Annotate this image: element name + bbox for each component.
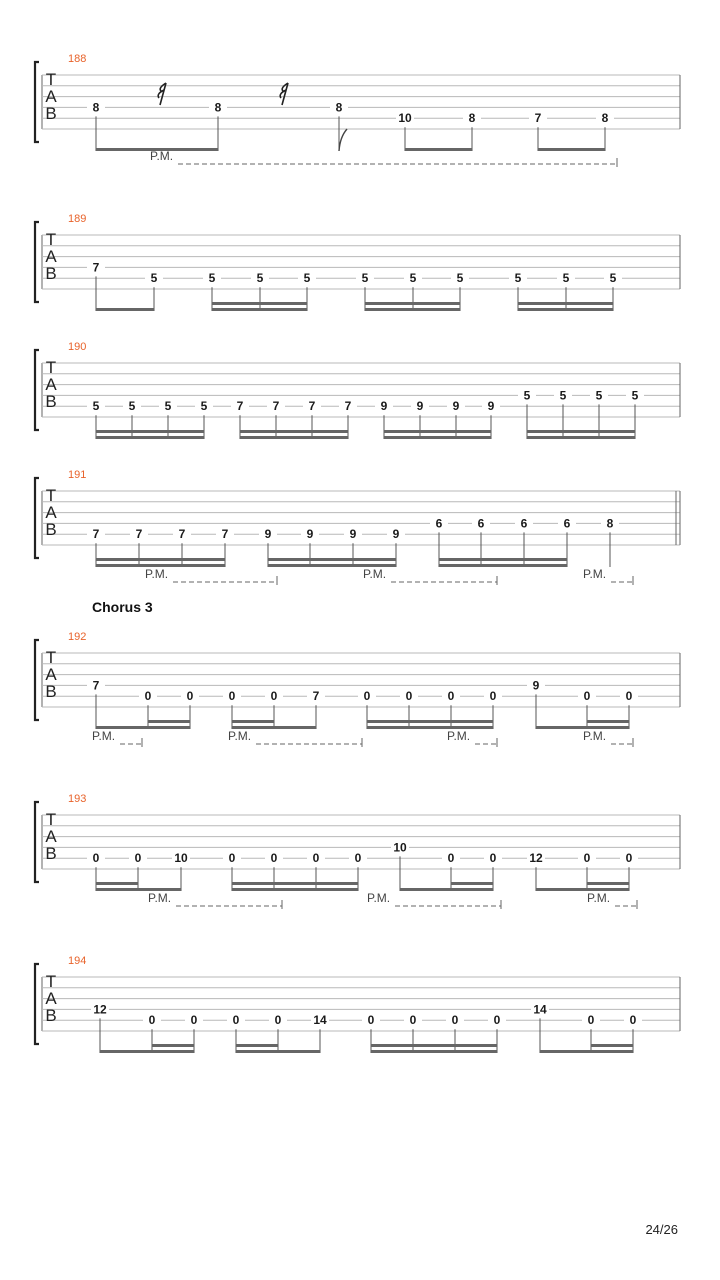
fret-number: 5 — [409, 271, 417, 286]
fret-number: 10 — [398, 111, 412, 126]
beam-secondary — [384, 430, 491, 433]
beam-secondary — [236, 1044, 278, 1047]
fret-number: 5 — [164, 399, 172, 414]
fret-number: 10 — [393, 840, 407, 855]
fret-number: 5 — [631, 388, 639, 403]
fret-number: 9 — [532, 678, 540, 693]
beam-secondary — [451, 882, 493, 885]
fret-number: 5 — [361, 271, 369, 286]
fret-number: 10 — [174, 851, 188, 866]
palm-mute-label: P.M. — [92, 729, 116, 743]
fret-number: 8 — [468, 111, 476, 126]
fret-number: 0 — [587, 1013, 595, 1028]
beam-secondary — [96, 558, 225, 561]
fret-number: 8 — [335, 100, 343, 115]
beam-secondary — [518, 302, 613, 305]
fret-number: 12 — [529, 851, 543, 866]
beam — [96, 308, 154, 311]
fret-number: 0 — [354, 851, 362, 866]
fret-number: 0 — [232, 1013, 240, 1028]
system-bracket — [35, 62, 39, 142]
tab-clef-letter: B — [45, 391, 57, 411]
fret-number: 9 — [264, 527, 272, 542]
palm-mute-label: P.M. — [447, 729, 471, 743]
measure-number: 188 — [68, 53, 87, 65]
tab-clef-letter: B — [45, 1005, 57, 1025]
palm-mute-label: P.M. — [583, 729, 607, 743]
fret-number: 9 — [416, 399, 424, 414]
beam-secondary — [587, 882, 629, 885]
fret-number: 0 — [134, 851, 142, 866]
fret-number: 8 — [601, 111, 609, 126]
beam-secondary — [587, 720, 629, 723]
fret-number: 5 — [303, 271, 311, 286]
tab-clef-letter: A — [45, 826, 57, 846]
tab-clef-letter: T — [45, 485, 57, 505]
fret-number: 0 — [312, 851, 320, 866]
beam — [527, 436, 635, 439]
fret-number: 7 — [221, 527, 229, 542]
beam-secondary — [212, 302, 307, 305]
fret-number: 0 — [583, 689, 591, 704]
beam — [367, 726, 493, 729]
fret-number: 7 — [135, 527, 143, 542]
fret-number: 8 — [606, 516, 614, 531]
beam — [518, 308, 613, 311]
beam — [240, 436, 348, 439]
beam-secondary — [240, 430, 348, 433]
fret-number: 7 — [272, 399, 280, 414]
fret-number: 0 — [489, 851, 497, 866]
measure-number: 191 — [68, 469, 87, 481]
fret-number: 14 — [533, 1002, 547, 1017]
fret-number: 5 — [595, 388, 603, 403]
tab-clef-letter: A — [45, 86, 57, 106]
tab-clef-letter: B — [45, 519, 57, 539]
fret-number: 0 — [451, 1013, 459, 1028]
fret-number: 5 — [128, 399, 136, 414]
palm-mute-label: P.M. — [583, 567, 607, 581]
beam — [400, 888, 493, 891]
fret-number: 5 — [456, 271, 464, 286]
beam-secondary — [527, 430, 635, 433]
system-bracket — [35, 640, 39, 720]
fret-number: 0 — [583, 851, 591, 866]
fret-number: 14 — [313, 1013, 327, 1028]
beam — [439, 564, 567, 567]
fret-number: 9 — [392, 527, 400, 542]
beam — [384, 436, 491, 439]
fret-number: 5 — [150, 271, 158, 286]
tab-clef-letter: A — [45, 246, 57, 266]
fret-number: 9 — [306, 527, 314, 542]
beam-secondary — [365, 302, 460, 305]
palm-mute-label: P.M. — [587, 891, 611, 905]
fret-number: 5 — [559, 388, 567, 403]
fret-number: 0 — [190, 1013, 198, 1028]
note-flag — [339, 129, 347, 151]
fret-number: 7 — [344, 399, 352, 414]
fret-number: 0 — [367, 1013, 375, 1028]
measure-number: 192 — [68, 631, 87, 643]
tab-clef-letter: B — [45, 263, 57, 283]
fret-number: 0 — [447, 689, 455, 704]
tab-clef-letter: A — [45, 664, 57, 684]
fret-number: 5 — [200, 399, 208, 414]
system-bracket — [35, 478, 39, 558]
fret-number: 0 — [493, 1013, 501, 1028]
beam — [365, 308, 460, 311]
fret-number: 0 — [274, 1013, 282, 1028]
page-number: 24/26 — [645, 1222, 678, 1237]
tab-clef-letter: B — [45, 681, 57, 701]
fret-number: 7 — [178, 527, 186, 542]
beam-secondary — [96, 430, 204, 433]
section-label: Chorus 3 — [92, 599, 153, 615]
beam-secondary — [148, 720, 190, 723]
fret-number: 6 — [563, 516, 571, 531]
tab-clef-letter: T — [45, 69, 57, 89]
tab-clef-letter: B — [45, 103, 57, 123]
measure-number: 189 — [68, 213, 87, 225]
beam — [100, 1050, 194, 1053]
fret-number: 9 — [380, 399, 388, 414]
fret-number: 0 — [405, 689, 413, 704]
fret-number: 7 — [236, 399, 244, 414]
beam — [236, 1050, 320, 1053]
fret-number: 7 — [312, 689, 320, 704]
fret-number: 0 — [228, 689, 236, 704]
palm-mute-label: P.M. — [367, 891, 391, 905]
fret-number: 0 — [629, 1013, 637, 1028]
beam — [371, 1050, 497, 1053]
tab-clef-letter: A — [45, 988, 57, 1008]
fret-number: 5 — [609, 271, 617, 286]
beam — [232, 888, 358, 891]
tab-clef-letter: A — [45, 374, 57, 394]
beam — [536, 888, 629, 891]
tab-clef-letter: T — [45, 229, 57, 249]
palm-mute-label: P.M. — [150, 149, 174, 163]
fret-number: 9 — [349, 527, 357, 542]
tab-clef-letter: T — [45, 809, 57, 829]
fret-number: 0 — [92, 851, 100, 866]
beam — [405, 148, 472, 151]
beam-secondary — [96, 882, 138, 885]
palm-mute-label: P.M. — [228, 729, 252, 743]
fret-number: 0 — [447, 851, 455, 866]
beam-secondary — [232, 720, 274, 723]
measure-number: 193 — [68, 793, 87, 805]
fret-number: 5 — [208, 271, 216, 286]
fret-number: 7 — [534, 111, 542, 126]
system-bracket — [35, 350, 39, 430]
fret-number: 7 — [92, 260, 100, 275]
beam — [538, 148, 605, 151]
fret-number: 0 — [270, 689, 278, 704]
tab-clef-letter: A — [45, 502, 57, 522]
fret-number: 0 — [144, 689, 152, 704]
palm-mute-label: P.M. — [145, 567, 169, 581]
fret-number: 5 — [562, 271, 570, 286]
beam — [212, 308, 307, 311]
tab-clef-letter: T — [45, 647, 57, 667]
fret-number: 9 — [487, 399, 495, 414]
fret-number: 7 — [92, 678, 100, 693]
beam-secondary — [439, 558, 567, 561]
fret-number: 5 — [514, 271, 522, 286]
beam-secondary — [268, 558, 396, 561]
fret-number: 0 — [186, 689, 194, 704]
fret-number: 0 — [625, 851, 633, 866]
fret-number: 0 — [625, 689, 633, 704]
fret-number: 9 — [452, 399, 460, 414]
fret-number: 6 — [435, 516, 443, 531]
palm-mute-label: P.M. — [363, 567, 387, 581]
beam-secondary — [367, 720, 493, 723]
beam-secondary — [371, 1044, 497, 1047]
palm-mute-label: P.M. — [148, 891, 172, 905]
fret-number: 6 — [477, 516, 485, 531]
fret-number: 0 — [228, 851, 236, 866]
system-bracket — [35, 964, 39, 1044]
fret-number: 0 — [489, 689, 497, 704]
beam-secondary — [591, 1044, 633, 1047]
fret-number: 5 — [256, 271, 264, 286]
fret-number: 8 — [92, 100, 100, 115]
beam-secondary — [152, 1044, 194, 1047]
fret-number: 8 — [214, 100, 222, 115]
fret-number: 0 — [148, 1013, 156, 1028]
fret-number: 7 — [308, 399, 316, 414]
tab-clef-letter: T — [45, 971, 57, 991]
beam — [96, 436, 204, 439]
system-bracket — [35, 802, 39, 882]
measure-number: 190 — [68, 341, 87, 353]
fret-number: 5 — [523, 388, 531, 403]
tab-clef-letter: T — [45, 357, 57, 377]
system-bracket — [35, 222, 39, 302]
beam — [540, 1050, 633, 1053]
fret-number: 0 — [363, 689, 371, 704]
measure-number: 194 — [68, 955, 87, 967]
fret-number: 0 — [409, 1013, 417, 1028]
beam-secondary — [232, 882, 358, 885]
fret-number: 12 — [93, 1002, 107, 1017]
fret-number: 6 — [520, 516, 528, 531]
fret-number: 5 — [92, 399, 100, 414]
fret-number: 0 — [270, 851, 278, 866]
fret-number: 7 — [92, 527, 100, 542]
tab-clef-letter: B — [45, 843, 57, 863]
